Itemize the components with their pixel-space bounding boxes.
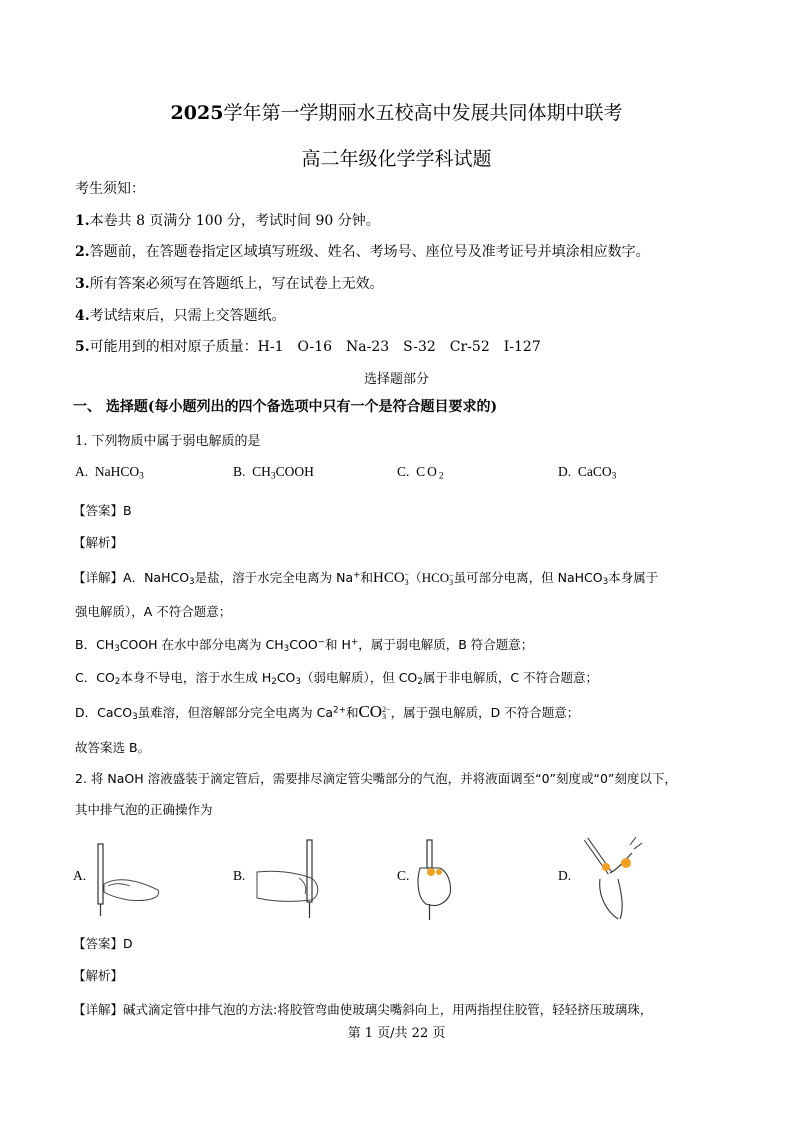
bicarbonate-ion: HCO− 3 xyxy=(372,570,410,587)
q2-option-b-figure xyxy=(255,838,335,923)
exam-subtitle: 高二年级化学学科试题 xyxy=(301,148,492,170)
section-title: 选择题部分 xyxy=(363,372,429,387)
bicarbonate-ion-2: HCO− 3 xyxy=(421,570,454,588)
q2-option-d-figure xyxy=(580,835,650,925)
exam-title xyxy=(0,98,793,125)
q1-detail-b: B．$CH_3COOH$ 在水中部分电离为 $CH_3COO^-$和 H+，属于弱电解质，B 符合题意； xyxy=(75,637,534,655)
notice-item-3: 3.所有答案必须写在答题纸上，写在试卷上无效。 xyxy=(75,276,384,292)
q1-detail-c: C．$CO_2$本身不导电，溶于水生成 $H_2CO_3$（弱电解质），但 $CO_2$属于非电解质，C 不符合题意； xyxy=(75,670,599,688)
q1-option-c: C. $CO_2$ xyxy=(397,464,444,482)
q2-option-c-figure xyxy=(412,838,472,923)
notice-item-1: 1.本卷共 8 页满分 100 分，考试时间 90 分钟。 xyxy=(75,213,380,229)
title-year: 2025 xyxy=(170,102,224,124)
title-text: 学年第一学期丽水五校高中发展共同体期中联考 xyxy=(223,102,623,124)
q2-option-c-label: C. xyxy=(397,868,410,883)
q2-detail: 【详解】碱式滴定管中排气泡的方法:将胶管弯曲使玻璃尖嘴斜向上，用两指捏住胶管，轻轻挤压玻璃珠， xyxy=(73,1002,653,1017)
q1-conclusion: 故答案选 B。 xyxy=(75,740,151,755)
notice-item-4: 4.考试结束后，只需上交答题纸。 xyxy=(75,308,286,324)
notice-heading: 考生须知： xyxy=(75,181,145,197)
q2-stem-line1: 2. 将 NaOH 溶液盛装于滴定管后，需要排尽滴定管尖嘴部分的气泡，并将液面调至“0”刻度或“0”刻度以下， xyxy=(75,771,677,786)
q2-stem-line2: 其中排气泡的正确操作为 xyxy=(75,802,213,817)
carbonate-ion: CO2− 3 xyxy=(358,702,391,722)
q1-detail-a-cont: 强电解质），A 不符合题意； xyxy=(75,604,232,619)
q1-analysis-tag: 【解析】 xyxy=(73,535,124,550)
notice-item-5: 5.可能用到的相对原子质量：H-1 O-16 Na-23 S-32 Cr-52 I-127 xyxy=(75,339,541,355)
part-one-heading: 一、 选择题(每小题列出的四个备选项中只有一个是符合题目要求的) xyxy=(73,399,498,415)
page-footer: 第 1 页/共 22 页 xyxy=(347,1026,446,1041)
q1-detail-a: 【详解】A．NaHCO$_3$是盐，溶于水完全电离为 Na+和HCO− 3（HCO− 3虽可部分电离，但 NaHCO$_3$本身属于 xyxy=(73,570,659,588)
q1-option-b: B. $CH_3COOH$ xyxy=(233,464,314,482)
q2-analysis-tag: 【解析】 xyxy=(73,968,124,983)
q2-option-a-figure xyxy=(88,840,168,920)
q1-option-a: A. NaHCO$_3$ xyxy=(75,464,144,482)
q2-option-b-label: B. xyxy=(233,868,246,883)
q1-answer: 【答案】B xyxy=(73,503,132,518)
q1-detail-d: D．CaCO$_3$虽难溶，但溶解部分完全电离为 $Ca^{2+}$和CO2− 3 ，属于强电解质，D 不符合题意； xyxy=(75,702,580,723)
q2-option-a-label: A. xyxy=(73,868,87,883)
q2-answer: 【答案】D xyxy=(73,936,133,951)
q2-option-d-label: D. xyxy=(558,868,572,883)
q1-option-d: D. CaCO$_3$ xyxy=(558,464,617,482)
q1-stem: 1. 下列物质中属于弱电解质的是 xyxy=(75,434,261,449)
notice-item-2: 2.答题前，在答题卷指定区域填写班级、姓名、考场号、座位号及准考证号并填涂相应数字。 xyxy=(75,244,650,260)
